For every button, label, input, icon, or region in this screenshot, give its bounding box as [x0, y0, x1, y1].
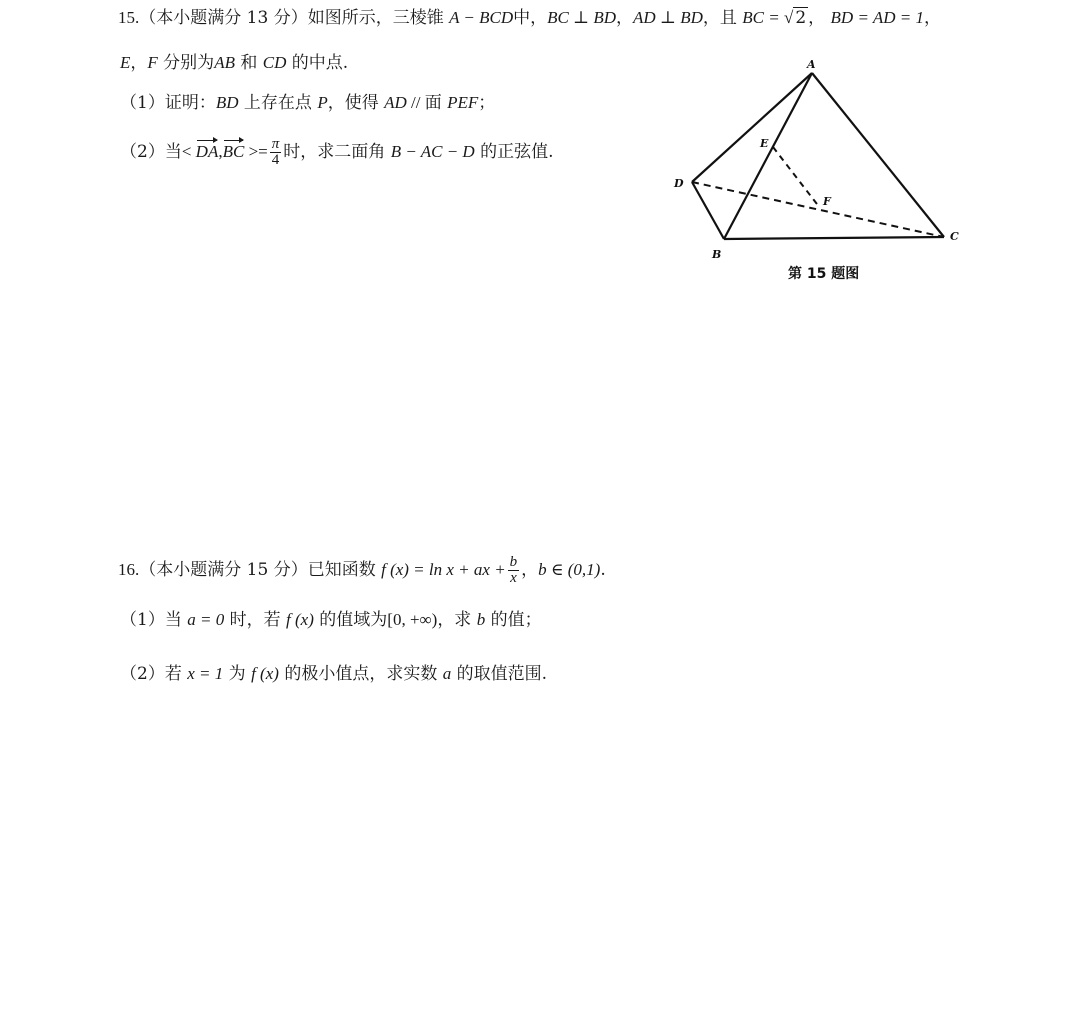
q16-part1	[120, 607, 542, 633]
q16-part1-number: （1）	[120, 610, 165, 630]
q16-part2-a: a	[442, 664, 452, 683]
q15-part2-lt: <	[181, 142, 196, 161]
q15-part2-when: 当	[164, 142, 182, 162]
q16-part1-range: [0, +∞)	[387, 610, 438, 629]
q16-end: .	[600, 560, 606, 580]
q16-domain: b ∈ (0,1)	[538, 560, 601, 579]
q16-header: （本小题满分 15 分）已知函数	[139, 560, 382, 580]
label-b: B	[712, 248, 722, 261]
q16-part1-text3: ，求	[437, 610, 477, 630]
q15-seg-cd: CD	[262, 53, 287, 72]
q16-part2-text2: 的极小值点，求实数	[278, 664, 443, 684]
q16-part1-b: b	[476, 610, 486, 629]
q16-part1-f: f (x)	[286, 610, 314, 629]
q15-vector-bc: BC	[223, 139, 245, 165]
q15-part1-text4: 面	[424, 93, 448, 113]
label-e: E	[760, 137, 769, 150]
q16-part1-end: 的值；	[485, 610, 542, 630]
q16-part1-when: 当	[164, 610, 188, 630]
q15-in: 中，	[513, 8, 548, 28]
q15-seg-ab: AB	[214, 53, 235, 72]
q15-part2-gt: >=	[244, 142, 268, 161]
figure-caption: 第 15 题图	[788, 266, 860, 282]
segment-ef-dashed	[773, 147, 820, 208]
q15-part1-parallel: //	[406, 93, 425, 112]
q16-part2-if: 若	[164, 664, 188, 684]
q16-part1-text1: 时，若	[224, 610, 287, 630]
q15-line2-and: 和	[234, 53, 263, 73]
q15-point-e: E	[120, 53, 131, 72]
q15-bc-lhs: BC =	[742, 8, 784, 27]
q15-dihedral-angle: B − AC − D	[390, 142, 475, 161]
q16-part2-text1: 为	[223, 664, 252, 684]
q16-statement	[118, 554, 606, 586]
q16-frac-den: x	[510, 570, 517, 586]
q16-part2	[120, 661, 547, 687]
q15-sqrt-arg: 2	[795, 8, 807, 28]
q15-vector-da: DA	[196, 139, 219, 165]
edge-bc	[724, 237, 944, 239]
q15-part2-end: 的正弦值.	[474, 142, 554, 162]
q16-part2-number: （2）	[120, 664, 165, 684]
q15-line2-end: 的中点.	[286, 53, 349, 73]
q15-statement-line1: 15.（本小题满分 13 分）如图所示，三棱锥 A − BCD中，BC ⊥ BD，AD ⊥ BD，且 BC = √ 2 ， BD = AD = 1，	[118, 8, 942, 28]
label-d: D	[674, 177, 684, 190]
label-f: F	[823, 195, 831, 208]
q15-and: ，且	[702, 8, 737, 28]
q15-part2	[120, 137, 554, 168]
q16-number: 16.	[118, 560, 140, 579]
q16-sep: ，	[521, 560, 539, 580]
q15-part2-comma: ,	[218, 142, 223, 161]
q15-part1-text3: ，使得	[327, 93, 385, 113]
q16-function-lhs: f (x) = ln x + ax +	[381, 560, 506, 579]
q15-part1-p: P	[317, 93, 328, 112]
q15-condition-3: BD = AD = 1	[830, 8, 925, 27]
edge-ac	[812, 73, 944, 237]
q15-part1-end: ；	[478, 93, 496, 113]
q16-part2-end: 的取值范围.	[451, 664, 548, 684]
q15-fraction-pi-4	[270, 137, 282, 168]
q15-sep: ，	[130, 53, 148, 73]
q16-part2-f: f (x)	[251, 664, 279, 683]
q16-part1-text2: 的值域为	[313, 610, 388, 630]
q15-frac-den: 4	[271, 152, 280, 168]
label-a: A	[807, 58, 816, 71]
q15-part1-text2: 上存在点	[238, 93, 318, 113]
q16-part1-cond: a = 0	[187, 610, 225, 629]
q15-part2-text: 时，求二面角	[283, 142, 391, 162]
q15-statement-line2	[120, 50, 348, 76]
q15-point-f: F	[147, 53, 158, 72]
q15-part1-pef: PEF	[447, 93, 479, 112]
q15-condition-2: AD ⊥ BD	[633, 8, 703, 27]
edge-ab	[724, 73, 812, 239]
label-c: C	[950, 230, 959, 243]
q15-part1-bd: BD	[215, 93, 239, 112]
q15-header: （本小题满分 13 分）如图所示，三棱锥	[139, 8, 444, 28]
q15-part1-number: （1）	[120, 93, 165, 113]
q16-fraction-b-x	[508, 555, 520, 586]
q16-frac-num: b	[509, 554, 518, 570]
q15-part1-text1: 证明：	[164, 93, 216, 113]
q15-part2-number: （2）	[120, 142, 165, 162]
q15-frac-num: π	[271, 136, 280, 152]
q15-pyramid: A − BCD	[449, 8, 514, 27]
q15-number: 15.	[118, 8, 140, 27]
q15-line2-mid: 分别为	[157, 53, 215, 73]
q16-part2-cond: x = 1	[187, 664, 224, 683]
pyramid-figure	[660, 50, 980, 290]
edge-db	[692, 182, 724, 239]
q15-condition-1: BC ⊥ BD	[547, 8, 617, 27]
q15-part1-ad: AD	[384, 93, 407, 112]
edge-da	[692, 73, 812, 182]
q15-part1	[120, 90, 495, 116]
